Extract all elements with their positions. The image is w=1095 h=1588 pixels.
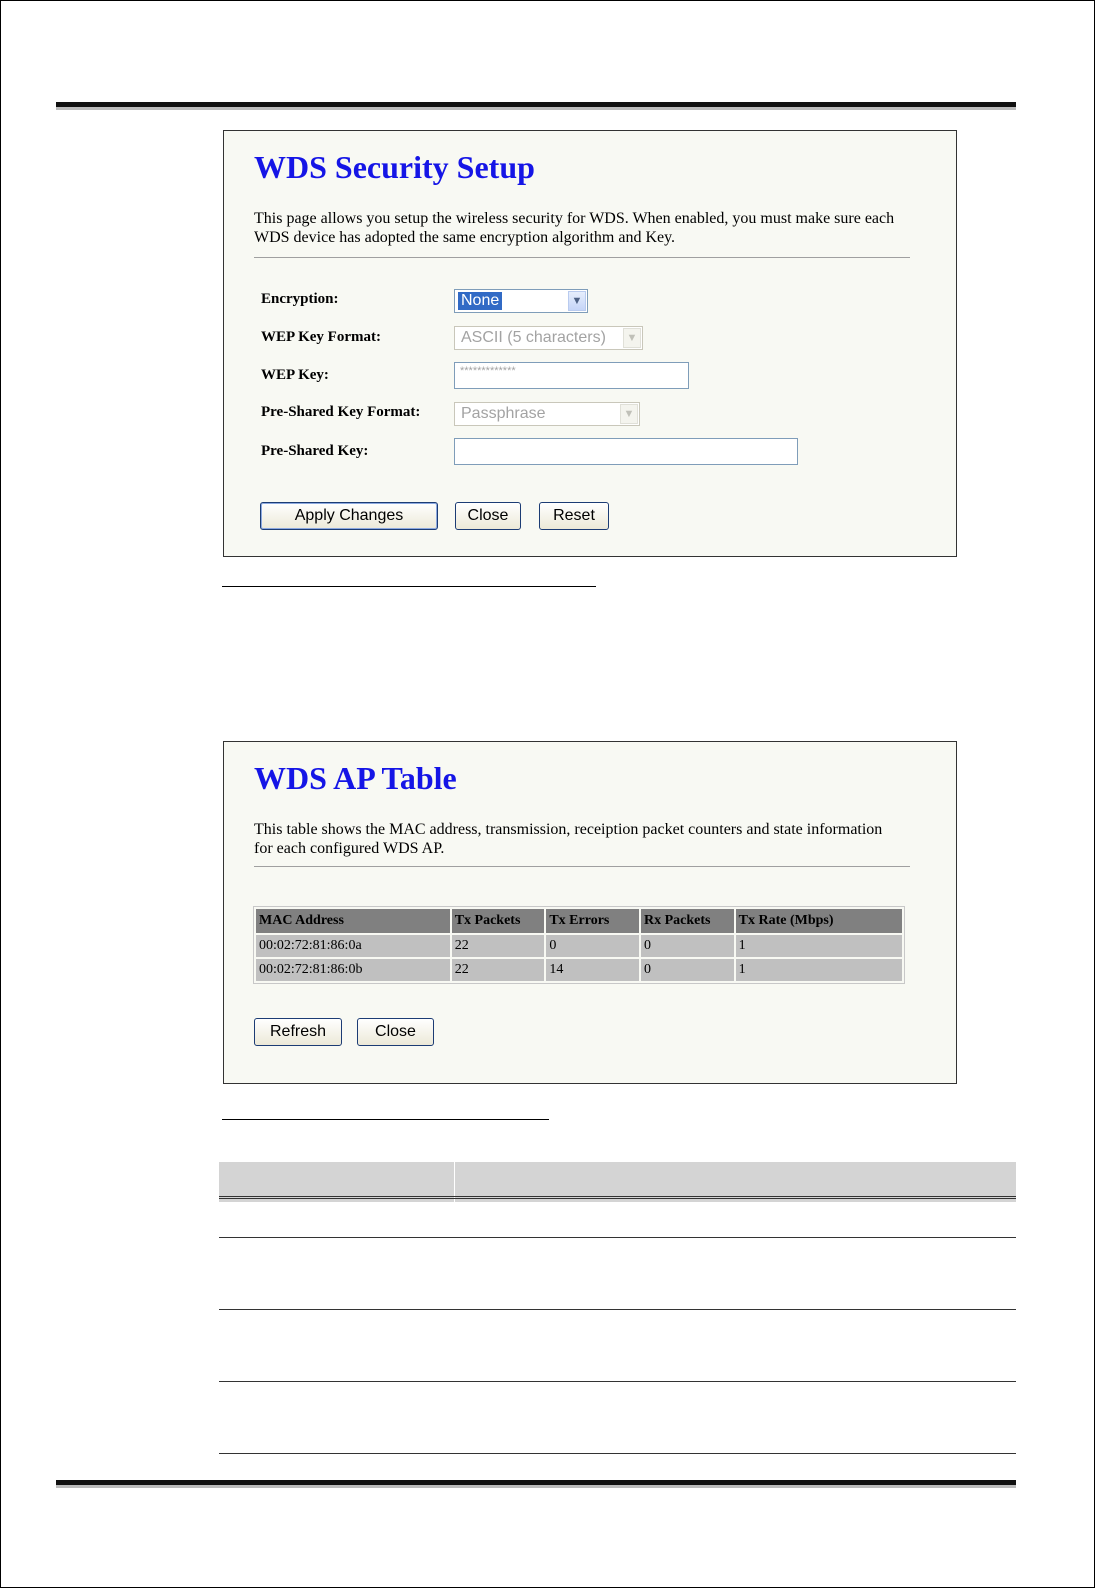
doc-table-rule <box>219 1309 1016 1310</box>
reset-button[interactable]: Reset <box>539 502 609 530</box>
divider <box>254 866 910 867</box>
table-cell: 0 <box>641 959 734 981</box>
wds-ap-table-panel <box>223 741 957 1084</box>
table-row <box>256 959 902 981</box>
table-header-row <box>256 909 902 933</box>
doc-table-rule <box>219 1381 1016 1382</box>
wep-key-input[interactable]: ************* <box>454 362 689 389</box>
encryption-label: Encryption: <box>261 291 339 307</box>
chevron-down-icon[interactable]: ▼ <box>620 404 638 424</box>
figure-caption-line <box>222 1119 549 1120</box>
wds-ap-table <box>253 906 905 984</box>
page-description: This table shows the MAC address, transmission, receiption packet counters and state information for each configured WDS AP. <box>254 821 883 857</box>
wds-security-setup-panel <box>223 130 957 557</box>
wep-key-label: WEP Key: <box>261 367 329 383</box>
column-header: Tx Errors <box>546 909 639 933</box>
figure-caption-line <box>222 586 596 587</box>
doc-table-rule <box>219 1453 1016 1454</box>
psk-format-label: Pre-Shared Key Format: <box>261 404 421 420</box>
table-cell: 0 <box>641 935 734 957</box>
encryption-select[interactable] <box>454 289 588 313</box>
column-header: MAC Address <box>256 909 450 933</box>
table-cell: 00:02:72:81:86:0b <box>256 959 450 981</box>
table-cell: 14 <box>546 959 639 981</box>
header-rule <box>56 102 1016 107</box>
apply-changes-button[interactable]: Apply Changes <box>260 502 438 530</box>
chevron-down-icon[interactable]: ▼ <box>568 291 586 311</box>
psk-input[interactable] <box>454 438 798 465</box>
page-title: WDS Security Setup <box>254 149 535 185</box>
psk-format-value: Passphrase <box>461 405 546 422</box>
psk-format-select[interactable] <box>454 402 640 426</box>
refresh-button[interactable]: Refresh <box>254 1018 342 1046</box>
column-header: Tx Packets <box>452 909 545 933</box>
table-cell: 22 <box>452 935 545 957</box>
column-header: Tx Rate (Mbps) <box>736 909 902 933</box>
doc-table-rule <box>219 1196 1016 1199</box>
close-button[interactable]: Close <box>455 502 521 530</box>
wep-key-format-label: WEP Key Format: <box>261 329 381 345</box>
table-cell: 00:02:72:81:86:0a <box>256 935 450 957</box>
table-cell: 1 <box>736 959 902 981</box>
chevron-down-icon[interactable]: ▼ <box>623 328 641 348</box>
page-title: WDS AP Table <box>254 760 457 796</box>
encryption-value: None <box>458 292 502 310</box>
table-row <box>256 935 902 957</box>
table-cell: 22 <box>452 959 545 981</box>
table-cell: 1 <box>736 935 902 957</box>
divider <box>254 257 910 258</box>
wep-key-format-select[interactable] <box>454 326 643 350</box>
close-button[interactable]: Close <box>357 1018 434 1046</box>
column-header: Rx Packets <box>641 909 734 933</box>
wep-key-format-value: ASCII (5 characters) <box>461 329 606 346</box>
table-cell: 0 <box>546 935 639 957</box>
page-description: This page allows you setup the wireless security for WDS. When enabled, you must make sure each WDS device has adopted the same encryption algorithm and Key. <box>254 210 895 246</box>
psk-label: Pre-Shared Key: <box>261 443 369 459</box>
footer-rule <box>56 1480 1016 1485</box>
doc-table-rule <box>219 1237 1016 1238</box>
